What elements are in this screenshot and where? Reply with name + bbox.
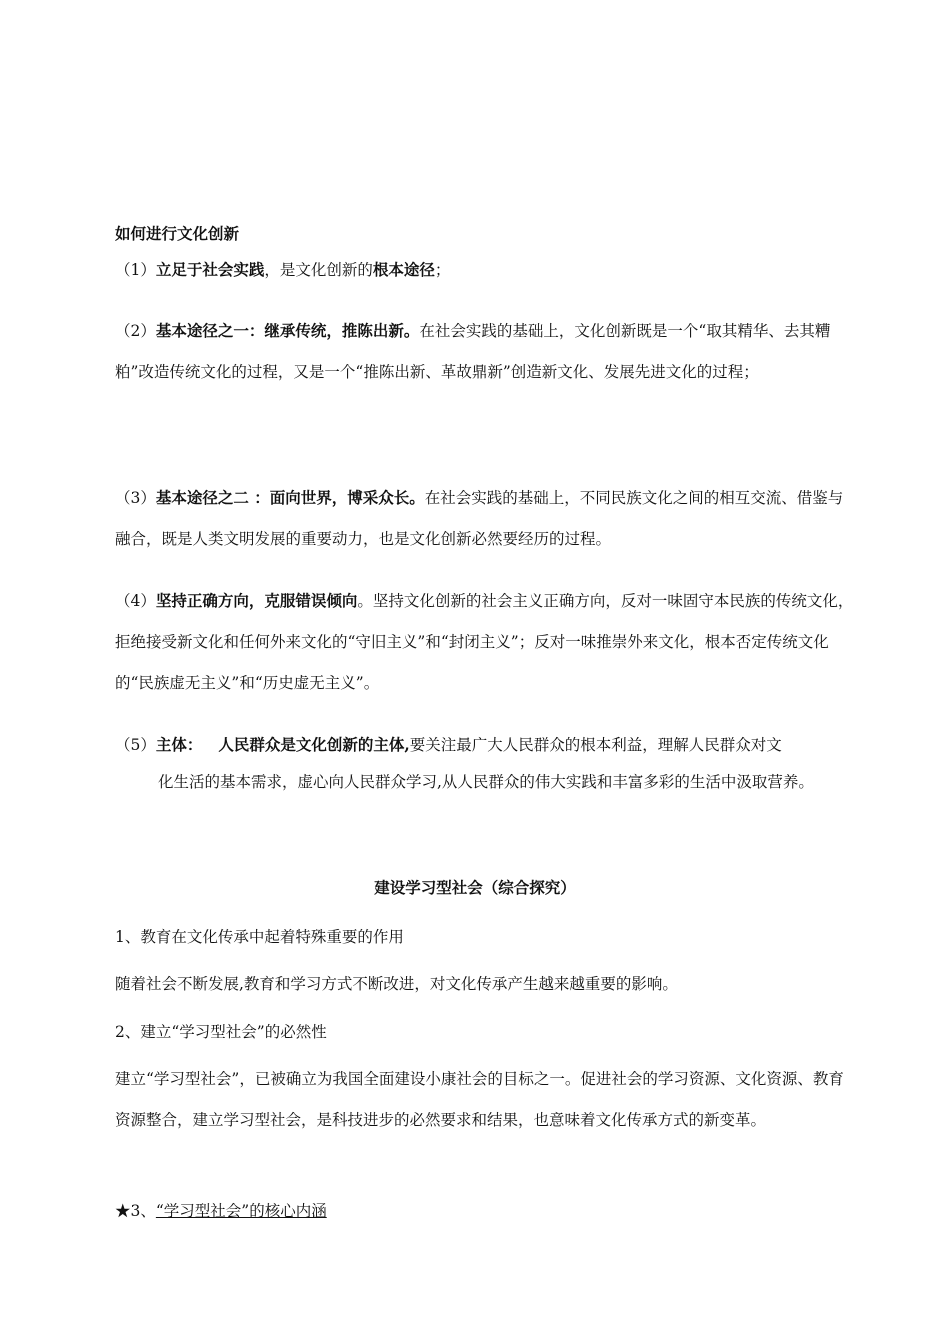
item-4-num: （4） [115, 592, 156, 610]
item-2-bold: 基本途径之一：继承传统，推陈出新。 [155, 321, 420, 340]
heading: 如何进行文化创新 [115, 224, 240, 243]
item-5-bold-1: 主体： [155, 735, 203, 754]
item-2 [115, 310, 855, 393]
item-5-bold-2: 人民群众是文化创新的主体, [218, 735, 410, 754]
item-5-num: （5） [115, 736, 156, 754]
section-title: 建设学习型社会（综合探究） [374, 878, 576, 897]
point-3 [115, 1199, 855, 1223]
item-4-text: 。坚持文化创新的社会主义正确方向，反对一味固守本民族的传统文化，拒绝接受新文化和任何外来文化的“守旧主义”和“封闭主义”；反对一味推崇外来文化，根本否定传统文化的“民族虚无主义”和“历史虚无主义”。 [115, 592, 854, 692]
point-2-text: 建立“学习型社会”，已被确立为我国全面建设小康社会的目标之一。促进社会的学习资源、文化资源、教育资源整合，建立学习型社会，是科技进步的必然要求和结果，也意味着文化传承方式的新变革。 [115, 1070, 844, 1129]
point-1-title: 1、教育在文化传承中起着特殊重要的作用 [115, 928, 404, 946]
point-3-title: “学习型社会”的核心内涵 [155, 1202, 327, 1220]
item-5-line-1 [115, 733, 855, 757]
item-4 [115, 580, 855, 704]
point-1-text: 随着社会不断发展,教育和学习方式不断改进，对文化传承产生越来越重要的影响。 [115, 975, 678, 993]
point-2-title: 2、建立“学习型社会”的必然性 [115, 1023, 327, 1041]
item-3-text: 在社会实践的基础上，不同民族文化之间的相互交流、借鉴与融合，既是人类文明发展的重要动力，也是文化创新必然要经历的过程。 [115, 489, 844, 548]
item-3-bold: 基本途径之二 ：面向世界，博采众长。 [155, 488, 425, 507]
item-1-bold-1: 立足于社会实践 [155, 260, 265, 279]
item-1-text-1: ，是文化创新的 [264, 261, 373, 279]
item-5-line-1-text: 要关注最广大人民群众的根本利益，理解人民群众对文 [409, 736, 782, 754]
item-2-text: 在社会实践的基础上，文化创新既是一个“取其精华、去其糟粕”改造传统文化的过程，又是一个“推陈出新、革故鼎新”创造新文化、发展先进文化的过程； [115, 322, 831, 381]
item-1 [115, 258, 855, 282]
item-1-bold-2: 根本途径 [372, 260, 435, 279]
item-3-num: （3） [115, 489, 156, 507]
item-3 [115, 477, 855, 560]
item-1-text-2: ； [434, 261, 451, 279]
item-2-num: （2） [115, 322, 156, 340]
item-1-num: （1） [115, 261, 156, 279]
point-3-prefix: ★3、 [115, 1202, 156, 1220]
item-5-rest: 化生活的基本需求，虚心向人民群众学习,从人民群众的伟大实践和丰富多彩的生活中汲取营养。 [158, 773, 814, 791]
item-4-bold: 坚持正确方向，克服错误倾向 [155, 591, 358, 610]
